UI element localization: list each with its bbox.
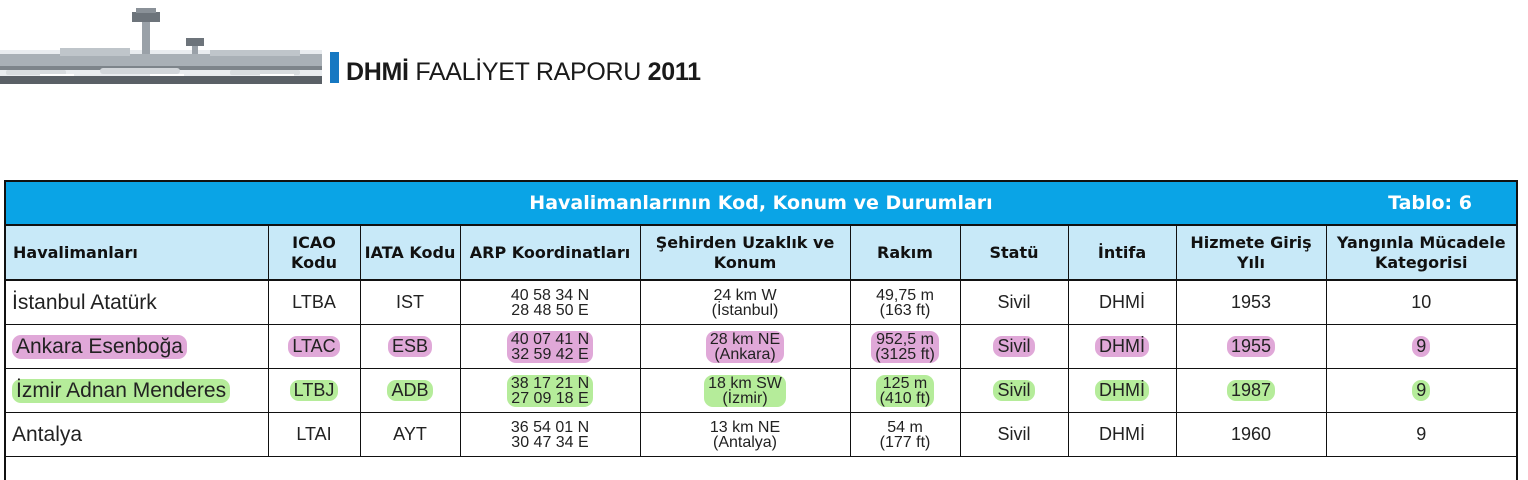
- table-row: [6, 325, 1516, 369]
- distance-km: 24 km W: [713, 286, 777, 304]
- title-bold: DHMİ: [346, 58, 409, 86]
- cell-distance: [640, 413, 850, 457]
- column-header-icao: ICAO Kodu: [268, 225, 360, 280]
- cell-iata: [360, 413, 460, 457]
- intifa-text: DHMİ: [1099, 292, 1145, 312]
- year-text: 1960: [1230, 424, 1272, 444]
- report-title: [346, 56, 701, 88]
- cell-distance: [640, 325, 850, 369]
- column-header-iata: IATA Kodu: [360, 225, 460, 280]
- airport-name: İstanbul Atatürk: [12, 290, 157, 314]
- cell-arp: [460, 369, 640, 413]
- title-year: 2011: [647, 58, 701, 86]
- status-text: Sivil: [993, 380, 1034, 401]
- distance-city: (Antalya): [712, 433, 778, 451]
- cell-status: [960, 369, 1068, 413]
- table-title: Havalimanlarının Kod, Konum ve Durumları: [529, 192, 993, 214]
- table-row: [6, 280, 1516, 325]
- cell-icao: [268, 413, 360, 457]
- column-header-elevation: Rakım: [850, 225, 960, 280]
- year-text: 1953: [1230, 292, 1272, 312]
- cell-status: [960, 280, 1068, 325]
- cell-arp: [460, 325, 640, 369]
- cell-category: [1326, 325, 1516, 369]
- status-text: Sivil: [993, 336, 1034, 357]
- column-header-distance: Şehirden Uzaklık ve Konum: [640, 225, 850, 280]
- cell-elevation: [850, 325, 960, 369]
- cell-icao: [268, 325, 360, 369]
- cell-status: [960, 413, 1068, 457]
- cell-intifa: [1068, 413, 1176, 457]
- cell-category: [1326, 280, 1516, 325]
- arp-lon: 28 48 50 E: [511, 301, 589, 319]
- cell-airport: [6, 325, 268, 369]
- cell-category: [1326, 369, 1516, 413]
- arp-lat: 40 58 34 N: [510, 286, 590, 304]
- icao-code: LTAI: [296, 424, 332, 444]
- arp-highlight: [507, 375, 593, 407]
- cell-airport: [6, 280, 268, 325]
- airport-name: Ankara Esenboğa: [12, 335, 187, 359]
- title-light: FAALİYET RAPORU: [415, 58, 642, 86]
- column-header-arp: ARP Koordinatları: [460, 225, 640, 280]
- distance-city: (İzmir): [722, 389, 768, 407]
- column-header-year: Hizmete Giriş Yılı: [1176, 225, 1326, 280]
- elevation-highlight: [871, 331, 939, 363]
- cell-elevation: [850, 369, 960, 413]
- cell-distance: [640, 369, 850, 413]
- elevation-m: 49,75 m: [876, 286, 934, 304]
- cell-elevation: [850, 280, 960, 325]
- arp-lon: 27 09 18 E: [511, 389, 589, 407]
- distance-km: 18 km SW: [708, 374, 782, 392]
- airport-name: İzmir Adnan Menderes: [12, 379, 230, 403]
- elevation-ft: (3125 ft): [875, 345, 935, 363]
- cell-year: [1176, 280, 1326, 325]
- airport-table: [4, 180, 1518, 480]
- distance-city: (Ankara): [714, 345, 776, 363]
- cell-intifa: [1068, 280, 1176, 325]
- table-number: Tablo: 6: [1388, 192, 1472, 214]
- distance-city: (İstanbul): [711, 301, 779, 319]
- status-text: Sivil: [997, 424, 1031, 444]
- cell-distance: [640, 280, 850, 325]
- column-header-intifa: İntifa: [1068, 225, 1176, 280]
- column-header-airport: Havalimanları: [6, 225, 268, 280]
- column-header-status: Statü: [960, 225, 1068, 280]
- cell-year: [1176, 413, 1326, 457]
- arp-highlight: [507, 331, 593, 363]
- year-text: 1955: [1227, 336, 1275, 357]
- intifa-text: DHMİ: [1095, 336, 1149, 357]
- intifa-text: DHMİ: [1095, 380, 1149, 401]
- iata-code: ESB: [388, 336, 432, 357]
- icao-code: LTBJ: [290, 380, 339, 401]
- cell-airport: [6, 413, 268, 457]
- column-header-category: Yangınla Mücadele Kategorisi: [1326, 225, 1516, 280]
- distance-highlight: [706, 331, 784, 363]
- elevation-m: 125 m: [882, 374, 928, 392]
- distance-km: 28 km NE: [709, 330, 781, 348]
- arp-lat: 40 07 41 N: [510, 330, 590, 348]
- elevation-highlight: [876, 375, 935, 407]
- elevation-ft: (410 ft): [879, 389, 931, 407]
- cell-year: [1176, 325, 1326, 369]
- category-text: 9: [1412, 380, 1430, 401]
- arp-lon: 30 47 34 E: [511, 433, 589, 451]
- distance-km: 13 km NE: [709, 418, 781, 436]
- elevation-ft: (163 ft): [879, 301, 931, 319]
- icao-code: LTBA: [292, 292, 336, 312]
- cell-iata: [360, 369, 460, 413]
- category-text: 10: [1411, 292, 1432, 312]
- cell-arp: [460, 413, 640, 457]
- arp-lat: 38 17 21 N: [510, 374, 590, 392]
- cell-intifa: [1068, 325, 1176, 369]
- elevation-m: 952,5 m: [876, 330, 934, 348]
- year-text: 1987: [1227, 380, 1275, 401]
- icao-code: LTAC: [288, 336, 339, 357]
- cell-icao: [268, 369, 360, 413]
- status-text: Sivil: [997, 292, 1031, 312]
- table-row: [6, 413, 1516, 457]
- airport-name: Antalya: [12, 422, 83, 446]
- cell-iata: [360, 325, 460, 369]
- distance-highlight: [704, 375, 786, 407]
- iata-code: ADB: [387, 380, 432, 401]
- cell-airport: [6, 369, 268, 413]
- arp-lat: 36 54 01 N: [510, 418, 590, 436]
- cell-iata: [360, 280, 460, 325]
- cell-status: [960, 325, 1068, 369]
- iata-code: IST: [395, 292, 424, 312]
- cell-elevation: [850, 413, 960, 457]
- iata-code: AYT: [393, 424, 427, 444]
- airport-header-photo: [0, 8, 322, 84]
- category-text: 9: [1412, 336, 1430, 357]
- elevation-ft: (177 ft): [879, 433, 931, 451]
- cell-arp: [460, 280, 640, 325]
- table-caption: [6, 182, 1516, 225]
- category-text: 9: [1416, 424, 1427, 444]
- header-accent-bar: [330, 52, 339, 83]
- cell-year: [1176, 369, 1326, 413]
- cell-category: [1326, 413, 1516, 457]
- elevation-m: 54 m: [887, 418, 923, 436]
- intifa-text: DHMİ: [1099, 424, 1145, 444]
- arp-lon: 32 59 42 E: [511, 345, 589, 363]
- cell-intifa: [1068, 369, 1176, 413]
- table-row: [6, 369, 1516, 413]
- cell-icao: [268, 280, 360, 325]
